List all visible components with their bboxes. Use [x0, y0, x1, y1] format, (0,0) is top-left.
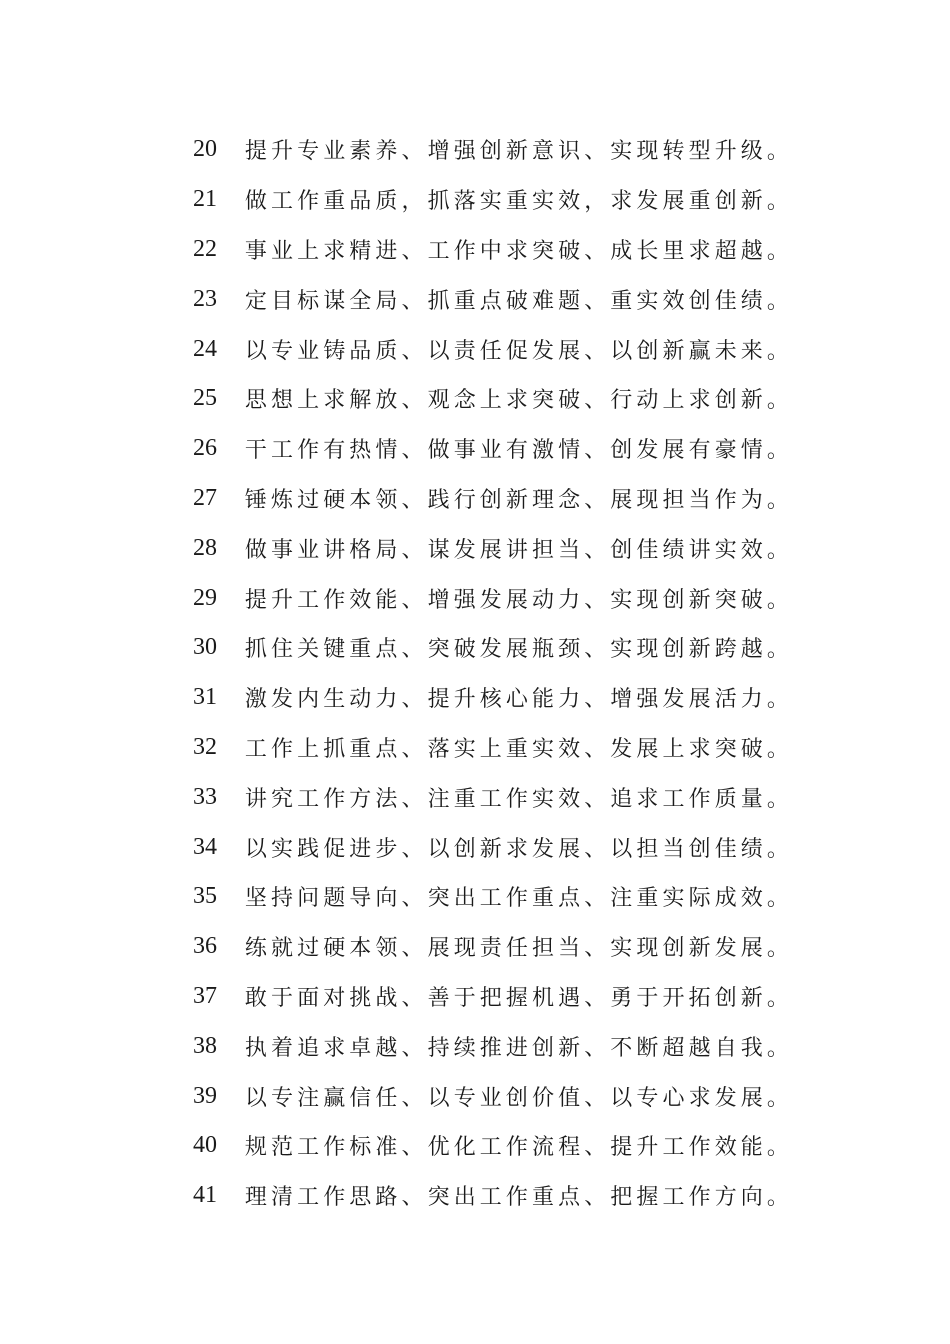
list-item	[193, 573, 793, 623]
item-number: 35	[193, 883, 217, 910]
item-text: 思想上求解放、观念上求突破、行动上求创新。	[244, 388, 793, 414]
item-number: 32	[193, 733, 217, 760]
item-number: 30	[193, 634, 217, 661]
item-number: 27	[193, 484, 217, 511]
item-number: 31	[193, 684, 217, 711]
item-text: 提升专业素养、增强创新意识、实现转型升级。	[244, 139, 793, 165]
list-item	[193, 125, 793, 175]
list-item	[193, 673, 793, 723]
item-number: 28	[193, 534, 217, 561]
list-item	[193, 772, 793, 822]
list-item	[193, 623, 793, 673]
item-number: 33	[193, 783, 217, 810]
item-text: 敢于面对挑战、善于把握机遇、勇于开拓创新。	[244, 985, 793, 1011]
list-item	[193, 523, 793, 573]
item-number: 41	[193, 1182, 217, 1209]
item-text: 激发内生动力、提升核心能力、增强发展活力。	[244, 687, 793, 713]
item-text: 执着追求卓越、持续推进创新、不断超越自我。	[244, 1035, 793, 1061]
list-item	[193, 922, 793, 972]
list-item	[193, 374, 793, 424]
item-number: 23	[193, 285, 217, 312]
list-item	[193, 225, 793, 275]
item-text: 工作上抓重点、落实上重实效、发展上求突破。	[244, 736, 793, 762]
list-item	[193, 822, 793, 872]
item-text: 干工作有热情、做事业有激情、创发展有豪情。	[244, 438, 793, 464]
item-number: 20	[193, 136, 217, 163]
item-text: 讲究工作方法、注重工作实效、追求工作质量。	[244, 786, 793, 812]
list-item	[193, 723, 793, 773]
item-number: 21	[193, 186, 217, 213]
item-number: 38	[193, 1032, 217, 1059]
list-item	[193, 1021, 793, 1071]
list-item	[193, 1071, 793, 1121]
item-text: 以专注赢信任、以专业创价值、以专心求发展。	[244, 1085, 793, 1111]
list-item	[193, 1121, 793, 1171]
item-number: 34	[193, 833, 217, 860]
list-item	[193, 1171, 793, 1221]
list-item	[193, 474, 793, 524]
item-text: 坚持问题导向、突出工作重点、注重实际成效。	[244, 886, 793, 912]
item-number: 22	[193, 235, 217, 262]
item-number: 26	[193, 435, 217, 462]
item-text: 以实践促进步、以创新求发展、以担当创佳绩。	[244, 836, 793, 862]
item-number: 39	[193, 1082, 217, 1109]
item-text: 提升工作效能、增强发展动力、实现创新突破。	[244, 587, 793, 613]
item-text: 理清工作思路、突出工作重点、把握工作方向。	[244, 1185, 793, 1211]
list-item	[193, 175, 793, 225]
item-text: 锤炼过硬本领、践行创新理念、展现担当作为。	[244, 487, 793, 513]
item-text: 以专业铸品质、以责任促发展、以创新赢未来。	[244, 338, 793, 364]
item-number: 36	[193, 933, 217, 960]
item-text: 做事业讲格局、谋发展讲担当、创佳绩讲实效。	[244, 537, 793, 563]
item-number: 40	[193, 1132, 217, 1159]
item-number: 25	[193, 385, 217, 412]
item-text: 做工作重品质，抓落实重实效，求发展重创新。	[244, 189, 793, 215]
item-text: 规范工作标准、优化工作流程、提升工作效能。	[244, 1135, 793, 1161]
slogan-list	[193, 125, 793, 1221]
item-number: 24	[193, 335, 217, 362]
list-item	[193, 274, 793, 324]
item-number: 29	[193, 584, 217, 611]
list-item	[193, 872, 793, 922]
item-text: 定目标谋全局、抓重点破难题、重实效创佳绩。	[244, 288, 793, 314]
list-item	[193, 424, 793, 474]
item-text: 事业上求精进、工作中求突破、成长里求超越。	[244, 238, 793, 264]
item-text: 抓住关键重点、突破发展瓶颈、实现创新跨越。	[244, 637, 793, 663]
list-item	[193, 972, 793, 1022]
list-item	[193, 324, 793, 374]
item-text: 练就过硬本领、展现责任担当、实现创新发展。	[244, 936, 793, 962]
item-number: 37	[193, 982, 217, 1009]
